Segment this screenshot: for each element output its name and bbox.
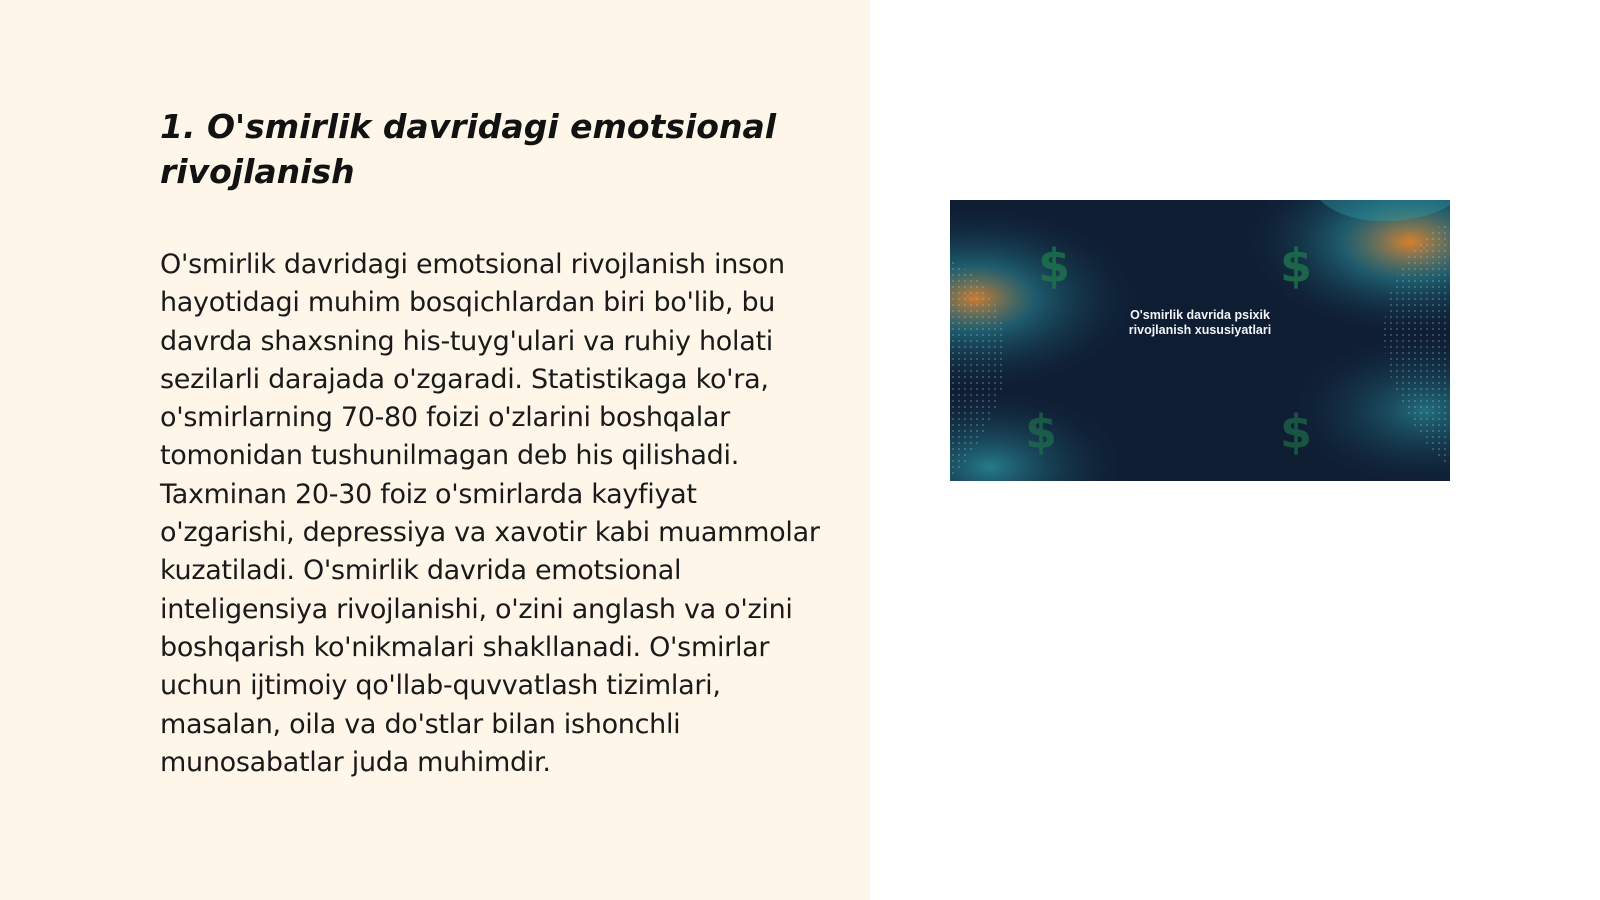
slide-image <box>950 200 1450 481</box>
slide-image-caption: O'smirlik davrida psixik rivojlanish xususiyatlari <box>1128 308 1272 337</box>
dollar-sign-icon: $ <box>1280 405 1313 459</box>
dollar-sign-icon: $ <box>1280 239 1313 293</box>
slide-title: 1. O'smirlik davridagi emotsional rivojlanish <box>160 107 777 191</box>
dollar-sign-icon: $ <box>1025 405 1058 459</box>
slide-body-text: O'smirlik davridagi emotsional rivojlanish inson hayotidagi muhim bosqichlardan biri bo'lib, bu davrda shaxsning his-tuyg'ulari va ruhiy holati sezilarli darajada o'zgaradi. Statistikaga ko'ra, o'smirlarning 70-80 foizi o'zlarini boshqalar tomonidan tushunilmagan deb his qilishadi. Taxminan 20-30 foiz o'smirlarda kayfiyat o'zgarishi, depressiya va xavotir kabi muammolar kuzatiladi. O'smirlik davrida emotsional inteligensiya rivojlanishi, o'zini anglash va o'zini boshqarish ko'nikmalari shakllanadi. O'smirlar uchun ijtimoiy qo'llab-quvvatlash tizimlari, masalan, oila va do'stlar bilan ishonchli munosabatlar juda muhimdir. <box>160 249 820 778</box>
dollar-sign-icon: $ <box>1038 239 1071 293</box>
slide-image-artwork <box>950 200 1450 481</box>
